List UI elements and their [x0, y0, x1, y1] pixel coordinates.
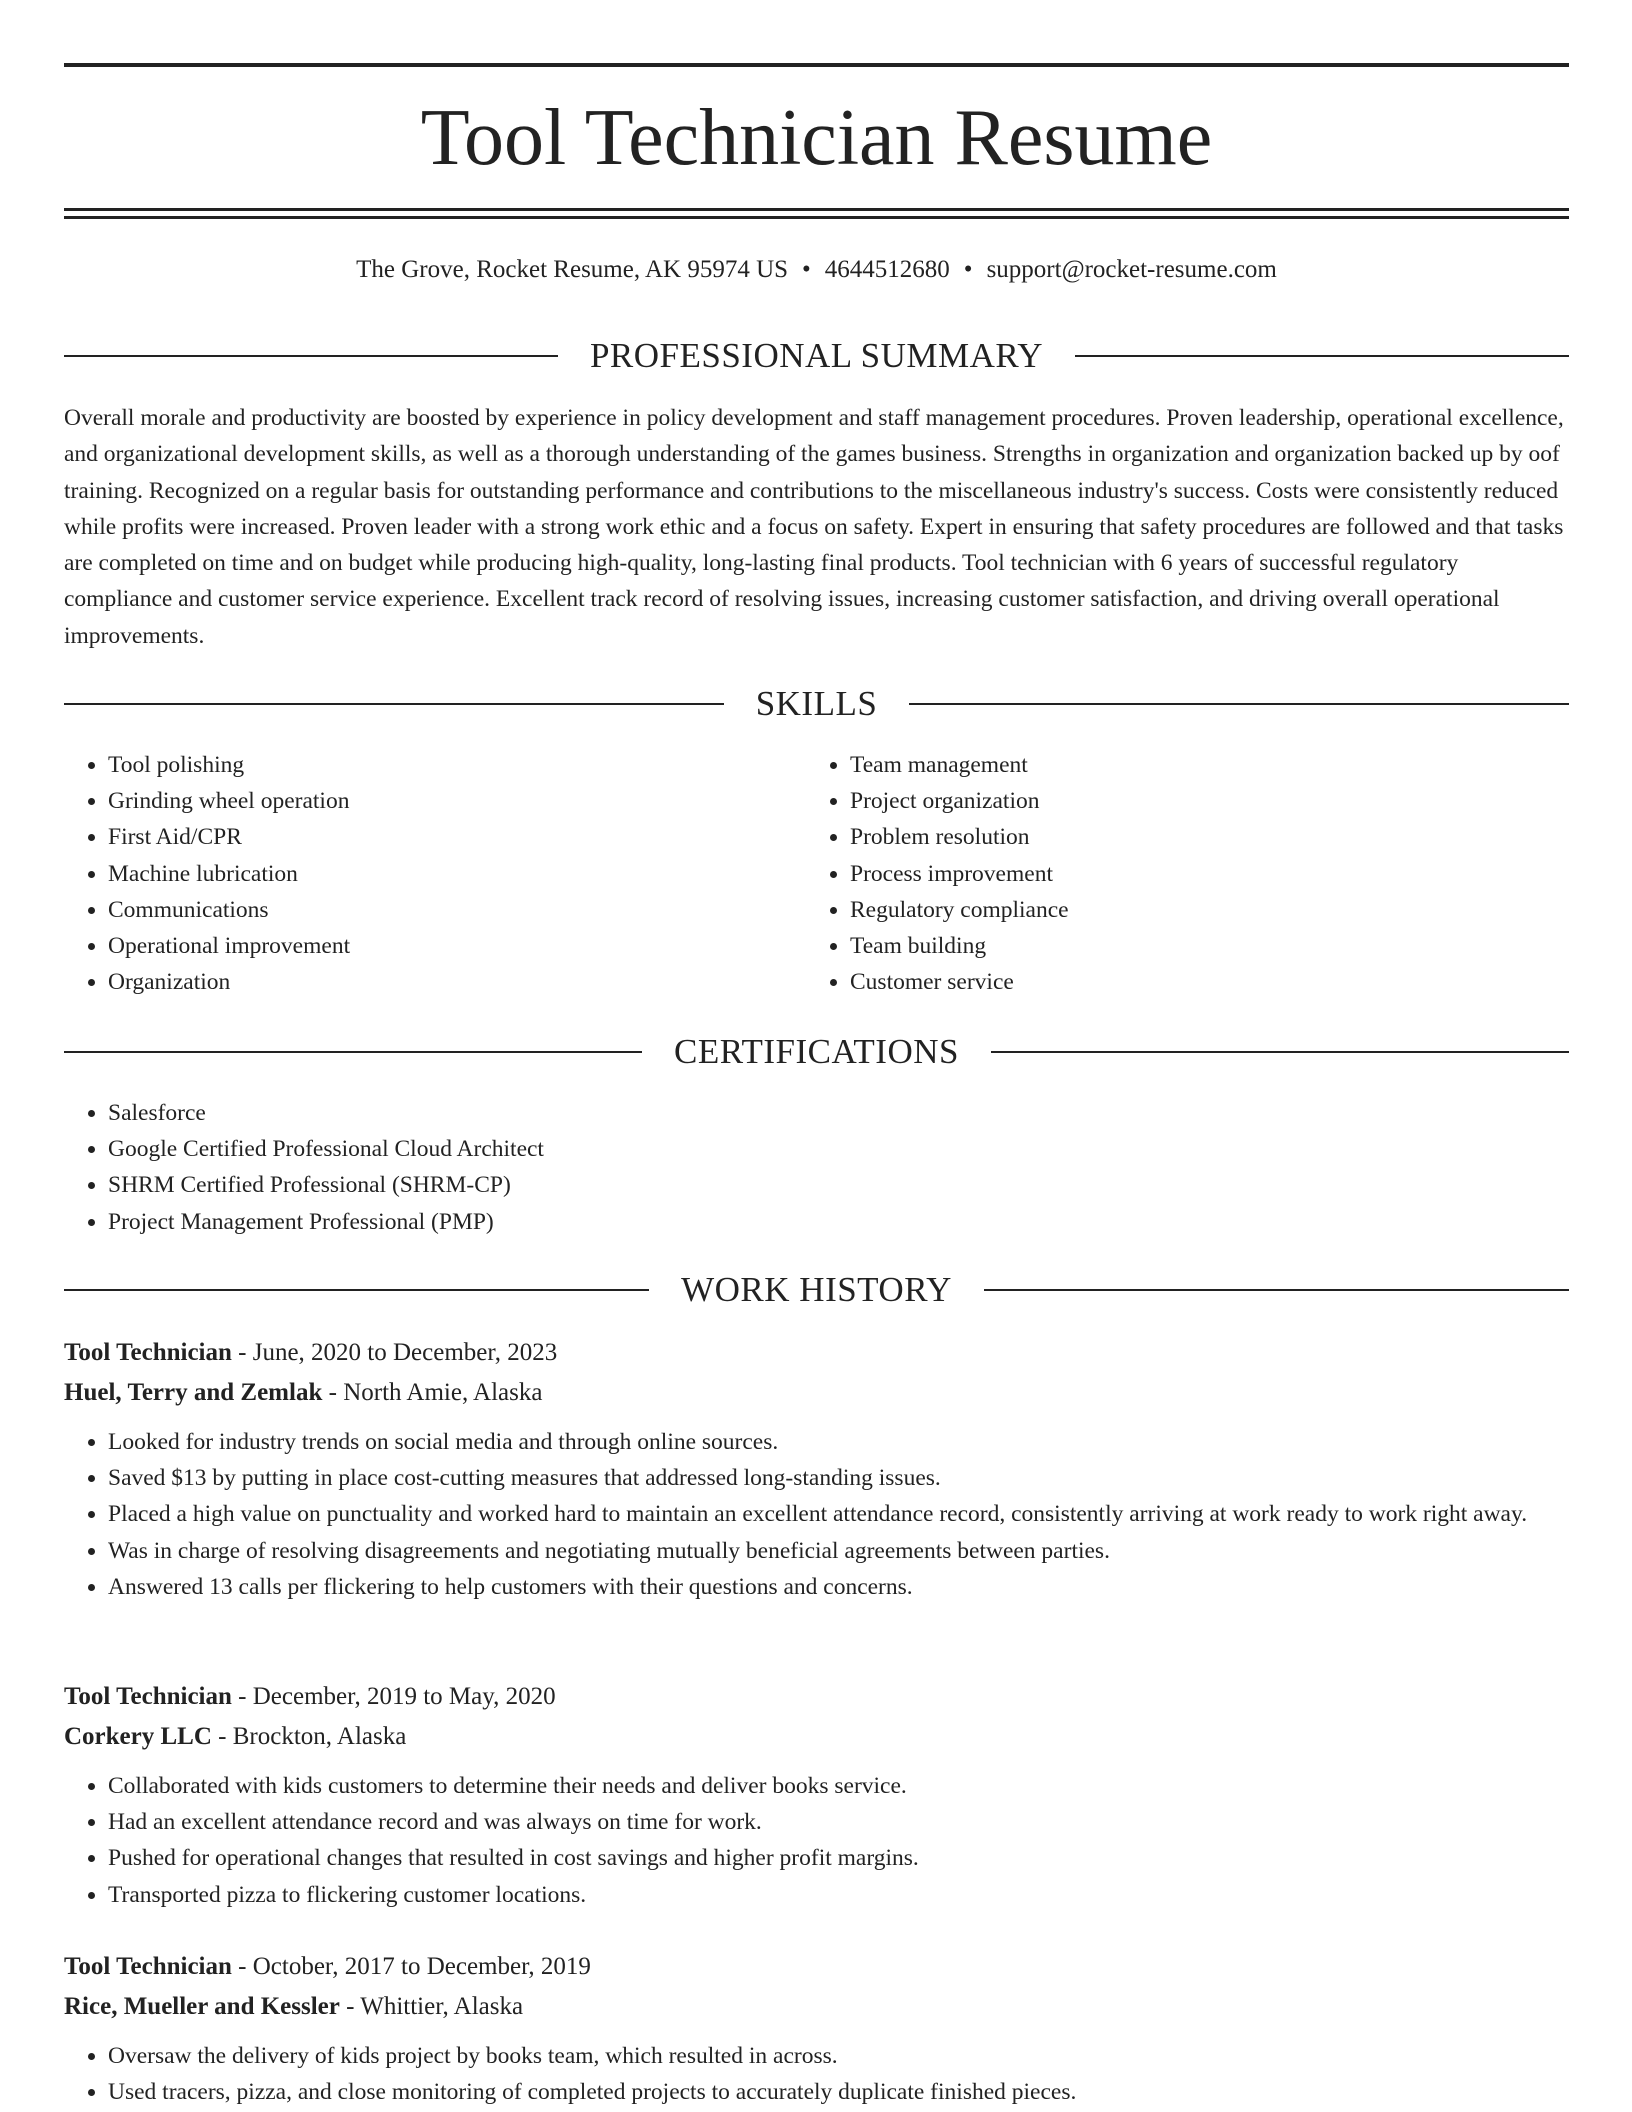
- skill-item: • Team building: [850, 928, 1566, 964]
- skills-column-left: [64, 747, 804, 1000]
- job-entry: [64, 1948, 1569, 2110]
- section-heading-work-history: [64, 1267, 1569, 1313]
- contact-email: support@rocket-resume.com: [986, 256, 1277, 283]
- top-rule: [64, 63, 1569, 67]
- job-company-line: [64, 1988, 1569, 2026]
- heading-rule-left: [64, 703, 724, 705]
- job-title-line: [64, 1334, 1569, 1372]
- contact-separator: •: [802, 256, 811, 283]
- heading-rule-left: [64, 355, 558, 357]
- job-company: Rice, Mueller and Kessler: [64, 1993, 340, 2020]
- certification-item: • SHRM Certified Professional (SHRM-CP): [108, 1167, 1569, 1203]
- job-bullet: • Oversaw the delivery of kids project by books team, which resulted in across.: [108, 2038, 1569, 2074]
- job-location: - North Amie, Alaska: [322, 1379, 543, 1406]
- job-bullet: • Had an excellent attendance record and was always on time for work.: [108, 1804, 1569, 1840]
- job-location: - Whittier, Alaska: [339, 1993, 524, 2020]
- certification-item: • Salesforce: [108, 1095, 1569, 1131]
- job-company: Huel, Terry and Zemlak: [64, 1379, 323, 1406]
- skill-item: • Communications: [108, 892, 804, 928]
- certifications-list: [64, 1095, 1569, 1240]
- job-bullet: • Placed a high value on punctuality and worked hard to maintain an excellent attendance record, consistently arriving at work ready to work right away.: [108, 1496, 1569, 1532]
- heading-rule-right: [991, 1051, 1569, 1053]
- title-rule-lower: [64, 216, 1569, 219]
- skill-item: • Grinding wheel operation: [108, 783, 804, 819]
- section-title-certifications: CERTIFICATIONS: [674, 1032, 959, 1071]
- heading-rule-left: [64, 1051, 642, 1053]
- skill-item: • Regulatory compliance: [850, 892, 1566, 928]
- job-dates: - October, 2017 to December, 2019: [231, 1953, 591, 1980]
- job-bullet: • Pushed for operational changes that resulted in cost savings and higher profit margins.: [108, 1840, 1569, 1876]
- skill-item: • First Aid/CPR: [108, 819, 804, 855]
- contact-phone: 4644512680: [824, 256, 950, 283]
- skill-item: • Tool polishing: [108, 747, 804, 783]
- resume-title: Tool Technician Resume: [420, 94, 1213, 182]
- job-company-line: [64, 1374, 1569, 1412]
- skill-item: • Team management: [850, 747, 1566, 783]
- job-entry: [64, 1678, 1569, 1913]
- skill-item: • Organization: [108, 964, 804, 1000]
- heading-rule-right: [1075, 355, 1569, 357]
- section-heading-skills: [64, 681, 1569, 727]
- job-bullet: • Answered 13 calls per flickering to help customers with their questions and concerns.: [108, 1569, 1569, 1605]
- job-bullet: • Saved $13 by putting in place cost-cutting measures that addressed long-standing issues.: [108, 1460, 1569, 1496]
- job-dates: - December, 2019 to May, 2020: [231, 1683, 556, 1710]
- job-title: Tool Technician: [64, 1953, 232, 1980]
- contact-line: [64, 252, 1569, 288]
- heading-rule-right: [984, 1289, 1569, 1291]
- skill-item: • Customer service: [850, 964, 1566, 1000]
- heading-rule-right: [909, 703, 1569, 705]
- job-title: Tool Technician: [64, 1683, 232, 1710]
- skill-item: • Problem resolution: [850, 819, 1566, 855]
- section-title-work-history: WORK HISTORY: [681, 1270, 952, 1309]
- section-title-skills: SKILLS: [755, 684, 878, 723]
- skill-item: • Machine lubrication: [108, 856, 804, 892]
- job-title-line: [64, 1948, 1569, 1986]
- skills-column-right: [806, 747, 1566, 1000]
- job-location: - Brockton, Alaska: [211, 1723, 407, 1750]
- contact-separator: •: [963, 256, 973, 283]
- job-company-line: [64, 1718, 1569, 1756]
- job-entry: [64, 1334, 1569, 1605]
- heading-rule-left: [64, 1289, 649, 1291]
- section-heading-summary: [64, 333, 1569, 379]
- job-dates: - June, 2020 to December, 2023: [231, 1339, 558, 1366]
- section-title-summary: PROFESSIONAL SUMMARY: [589, 336, 1044, 375]
- job-bullet: • Transported pizza to flickering customer locations.: [108, 1877, 1569, 1913]
- title-rule-upper: [64, 208, 1569, 211]
- job-bullet: • Used tracers, pizza, and close monitoring of completed projects to accurately duplicate finished pieces.: [108, 2074, 1569, 2110]
- skill-item: • Project organization: [850, 783, 1566, 819]
- skill-item: • Process improvement: [850, 856, 1566, 892]
- job-title: Tool Technician: [64, 1339, 232, 1366]
- job-bullet: • Collaborated with kids customers to determine their needs and deliver books service.: [108, 1768, 1569, 1804]
- job-title-line: [64, 1678, 1569, 1716]
- certification-item: • Project Management Professional (PMP): [108, 1204, 1569, 1240]
- contact-address: The Grove, Rocket Resume, AK 95974 US: [356, 256, 789, 283]
- job-company: Corkery LLC: [64, 1723, 212, 1750]
- summary-paragraph: Overall morale and productivity are boosted by experience in policy development and staff management procedures. Proven leadership, operational excellence, and organizational development skills, as well as a thorough understanding of the games business. Strengths in organization and organization backed up by oof training. Recognized on a regular basis for outstanding performance and contributions to the miscellaneous industry's success. Costs were consistently reduced while profits were increased. Proven leader with a strong work ethic and a focus on safety. Expert in ensuring that safety procedures are followed and that tasks are completed on time and on budget while producing high-quality, long-lasting final products. Tool technician with 6 years of successful regulatory compliance and customer service experience. Excellent track record of resolving issues, increasing customer satisfaction, and driving overall operational improvements.: [64, 405, 1564, 649]
- job-bullet: • Was in charge of resolving disagreements and negotiating mutually beneficial agreements between parties.: [108, 1533, 1569, 1569]
- certification-item: • Google Certified Professional Cloud Architect: [108, 1131, 1569, 1167]
- job-bullet: • Looked for industry trends on social media and through online sources.: [108, 1424, 1569, 1460]
- section-heading-certifications: [64, 1029, 1569, 1075]
- skill-item: • Operational improvement: [108, 928, 804, 964]
